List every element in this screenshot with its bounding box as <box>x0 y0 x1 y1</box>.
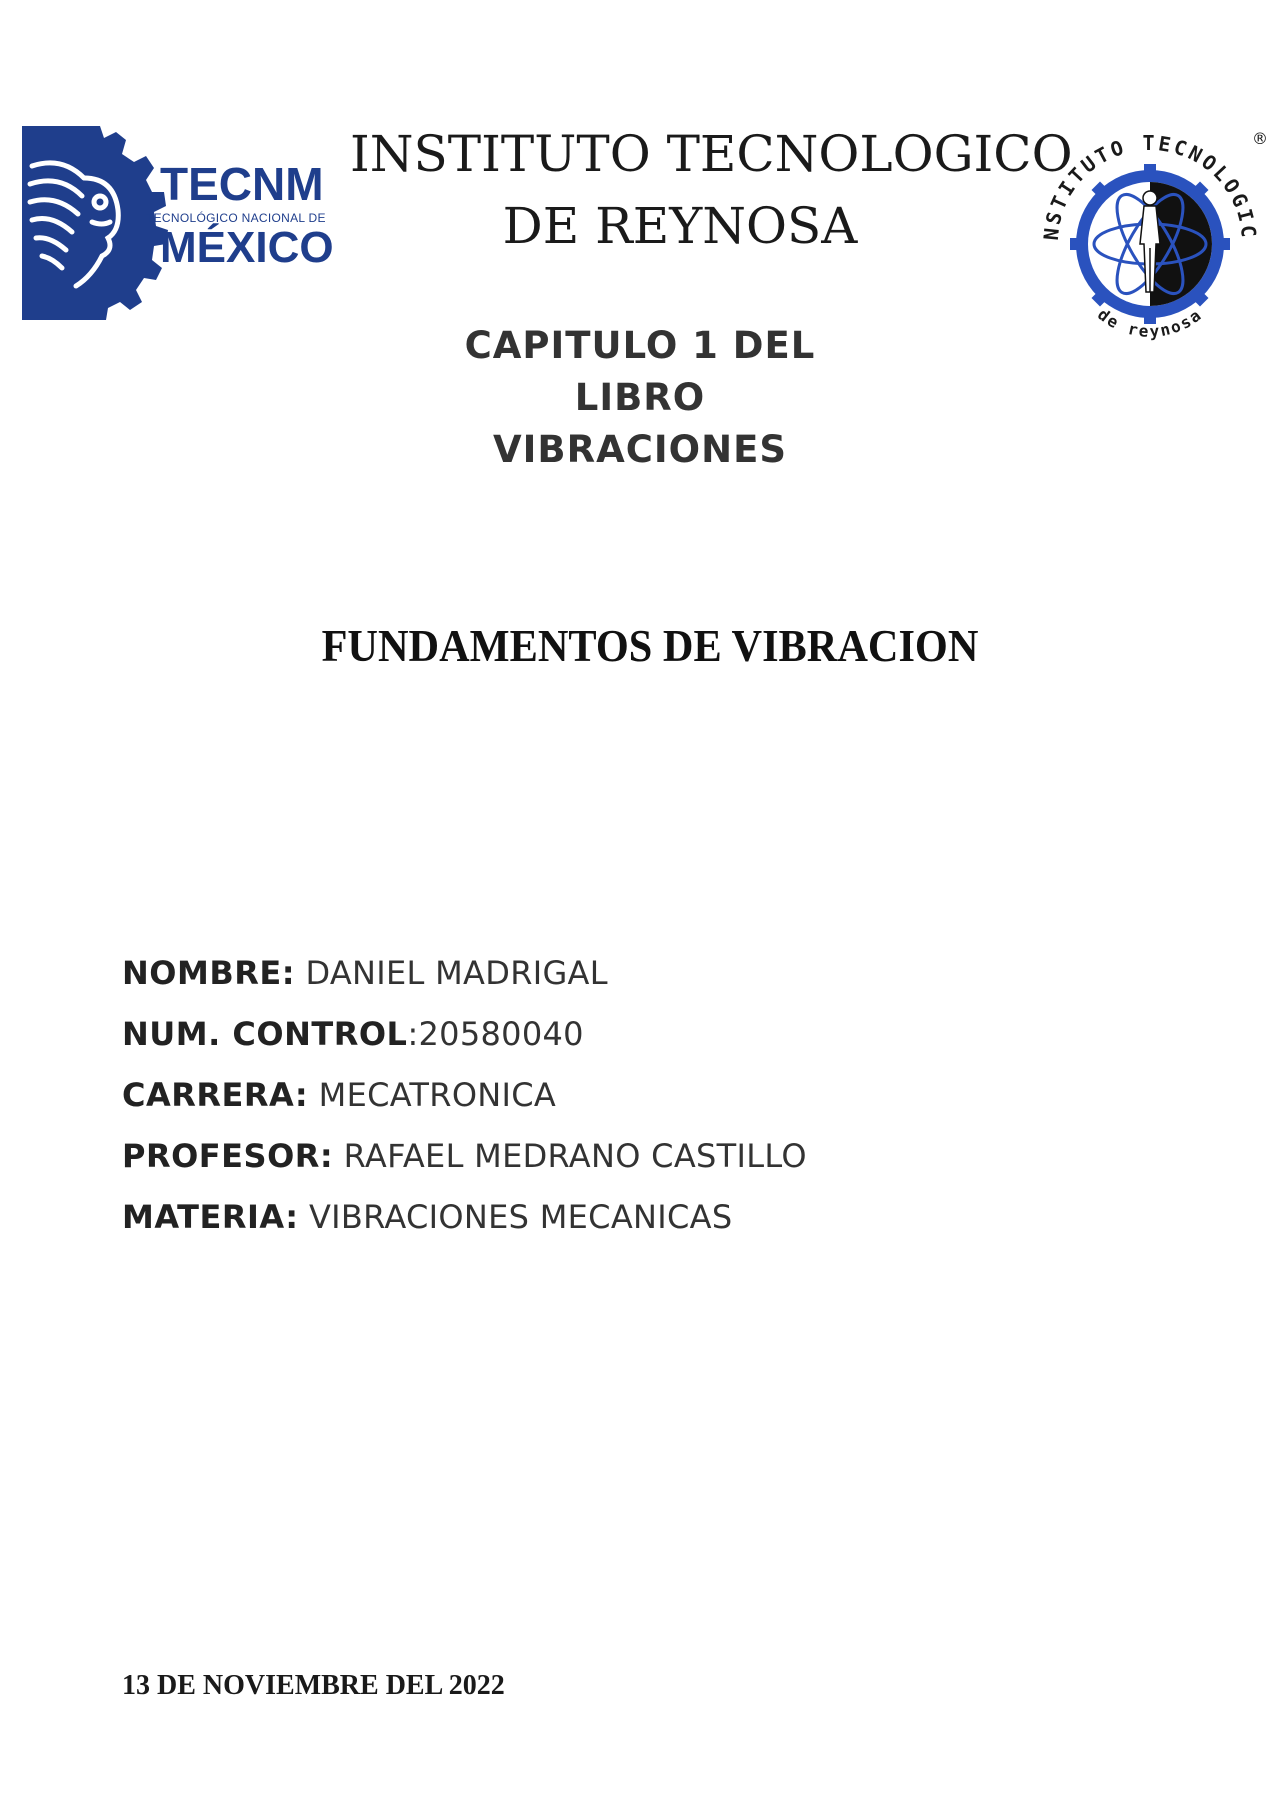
info-label: CARRERA: <box>122 1076 309 1114</box>
chapter-title-line3: VIBRACIONES <box>493 428 787 471</box>
info-label: PROFESOR: <box>122 1137 334 1175</box>
info-label: MATERIA: <box>122 1198 299 1236</box>
chapter-title-line1: CAPITULO 1 DEL <box>464 324 816 367</box>
chapter-title <box>440 320 840 476</box>
tecnm-logo <box>22 126 342 320</box>
document-date: 13 DE NOVIEMBRE DEL 2022 <box>122 1670 505 1701</box>
seal-gear-icon <box>1070 164 1230 324</box>
info-row-carrera <box>122 1065 1122 1126</box>
chapter-title-line2: LIBRO <box>574 376 706 419</box>
info-value: :20580040 <box>407 1015 584 1053</box>
info-value: VIBRACIONES MECANICAS <box>298 1198 733 1236</box>
seal-bottom-text: de reynosa <box>1094 304 1206 341</box>
tecnm-wordmark: TECNM <box>160 158 324 210</box>
itr-seal-logo <box>1032 124 1270 366</box>
institute-title-line2: DE REYNOSA <box>502 197 858 255</box>
student-info <box>122 943 1122 1248</box>
info-value: DANIEL MADRIGAL <box>295 954 608 992</box>
info-row-materia <box>122 1187 1122 1248</box>
info-label: NUM. CONTROL <box>122 1015 408 1053</box>
tecnm-subtitle: TECNOLÓGICO NACIONAL DE <box>146 211 326 225</box>
institute-title-line1: INSTITUTO TECNOLOGICO <box>350 125 1073 183</box>
registered-mark-icon: ® <box>1252 129 1268 148</box>
info-row-profesor <box>122 1126 1122 1187</box>
info-value: RAFAEL MEDRANO CASTILLO <box>333 1137 807 1175</box>
info-row-nombre <box>122 943 1122 1004</box>
tecnm-country: MÉXICO <box>160 223 334 272</box>
institute-title <box>350 118 1073 262</box>
seal-top-text: NSTITUTO TECNOLOGIC <box>1038 131 1262 242</box>
info-label: NOMBRE: <box>122 954 296 992</box>
info-row-num-control <box>122 1004 1122 1065</box>
main-title: FUNDAMENTOS DE VIBRACION <box>321 620 979 671</box>
info-value: MECATRONICA <box>308 1076 557 1114</box>
